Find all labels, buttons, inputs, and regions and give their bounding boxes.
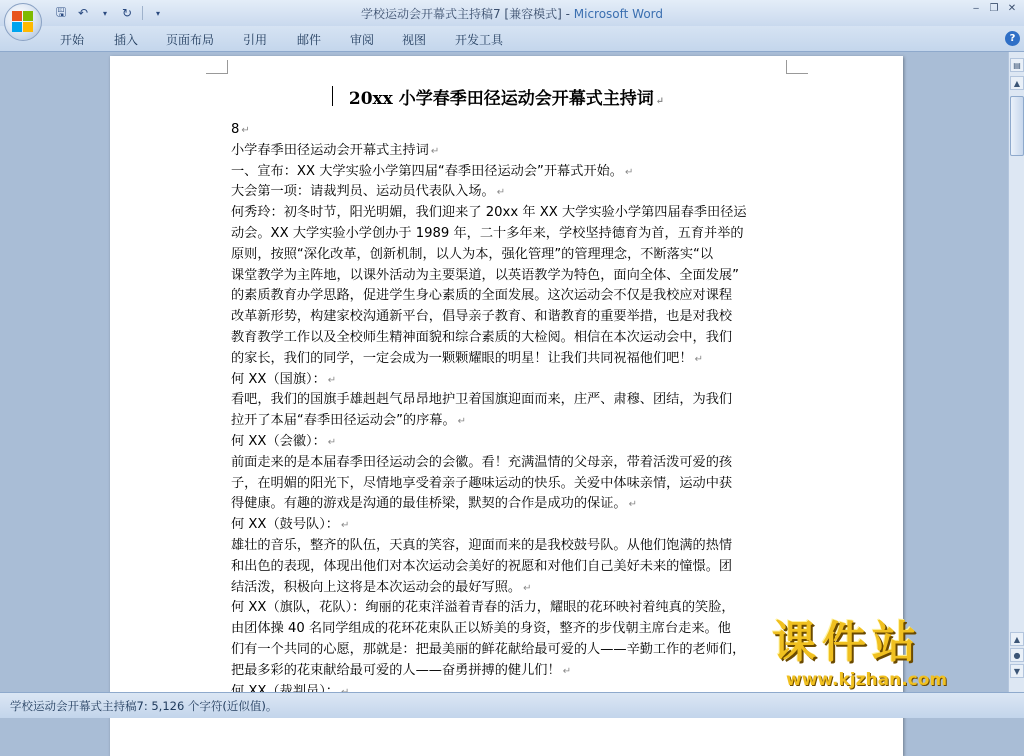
vertical-scrollbar[interactable] [1008,52,1024,692]
help-icon[interactable]: ? [1005,31,1020,46]
restore-icon[interactable]: ❐ [989,3,999,14]
title-bar [0,0,1024,26]
document-line: 何 XX（鼓号队）： ↵ [231,517,350,533]
document-area [0,52,1008,692]
tab-review[interactable]: 审阅 [350,33,375,47]
tab-page-layout[interactable]: 页面布局 [166,33,215,47]
paragraph-mark-icon: ↵ [624,166,634,178]
next-page-icon[interactable]: ▼ [1010,664,1024,678]
tab-developer[interactable]: 开发工具 [455,33,504,47]
redo-icon[interactable]: ↻ [121,6,133,20]
document-body[interactable] [231,120,789,702]
document-line: 大会第一项：请裁判员、运动员代表队入场。 ↵ [231,184,506,200]
document-line: 原则，按照“深化改革，创新机制，以人为本，强化管理”的管理理念，不断落实“以 [231,246,714,262]
margin-mark [206,60,228,74]
office-logo-icon [12,11,34,33]
word-count-status[interactable]: 学校运动会开幕式主持稿7: 5,126 个字符(近似值)。 [10,699,278,713]
tab-home[interactable]: 开始 [60,33,85,47]
paragraph-mark-icon: ↵ [340,520,350,532]
tab-view[interactable]: 视图 [402,33,427,47]
paragraph-mark-icon: ↵ [457,416,467,428]
undo-icon[interactable]: ↶ [77,6,89,20]
document-line: 改革新形势，构建家校沟通新平台，倡导亲子教育、和谐教育的重要举措，也是对我校 [231,309,733,325]
document-line: 动会。XX 大学实验小学创办于 1989 年，二十多年来，学校坚持德育为首，五育并举的 [231,225,744,241]
customize-qat-icon[interactable]: ▾ [155,8,160,18]
paragraph-mark-icon: ↵ [241,125,250,136]
paragraph-mark-icon: ↵ [523,582,532,594]
tab-references[interactable]: 引用 [243,33,268,47]
document-line: 们有一个共同的心愿，那就是：把最美丽的鲜花献给最可爱的人——辛勤工作的老师们， [231,641,746,657]
ribbon-tabs [0,26,1024,52]
document-line: 教育教学工作以及全校师生精神面貌和综合素质的大检阅。相信在本次运动会中，我们 [231,329,733,345]
tab-mailings[interactable]: 邮件 [297,33,322,47]
watermark [772,618,1022,692]
document-line: 8 ↵ [231,122,250,137]
document-line: 和出色的表现，体现出他们对本次运动会美好的祝愿和对他们自己美好未来的憧憬。团 [231,558,733,574]
document-line: 雄壮的音乐，整齐的队伍，天真的笑容，迎面而来的是我校鼓号队。从他们饱满的热情 [231,537,733,553]
document-line: 的家长，我们的同学，一定会成为一颗颗耀眼的明星！让我们共同祝福他们吧！ ↵ [231,350,703,366]
paragraph-mark-icon: ↵ [562,665,572,677]
status-bar [0,692,1024,718]
tab-insert[interactable]: 插入 [114,33,139,47]
document-line: 一、宣布：XX 大学实验小学第四届“春季田径运动会”开幕式开始。 ↵ [231,163,634,179]
document-line: 何 XX（旗队，花队）：绚丽的花束洋溢着青春的活力，耀眼的花环映衬着纯真的笑脸， [231,600,735,616]
watermark-url: www.kjzhan.com [786,670,948,690]
document-line: 的素质教育办学思路，促进学生身心素质的全面发展。这次运动会不仅是我校应对课程 [231,288,733,304]
office-button[interactable] [4,3,42,41]
document-line: 何 XX（国旗）： ↵ [231,371,337,387]
document-line: 把最多彩的花束献给最可爱的人——奋勇拼搏的健儿们！ ↵ [231,662,572,678]
undo-dropdown-icon[interactable]: ▾ [102,8,107,18]
document-line: 何秀玲：初冬时节，阳光明媚，我们迎来了 20xx 年 XX 大学实验小学第四届春季田径运 [231,205,747,221]
scroll-up-icon[interactable]: ▲ [1010,76,1024,90]
document-line: 得健康。有趣的游戏是沟通的最佳桥梁，默契的合作是成功的保证。 ↵ [231,496,638,512]
view-ruler-icon[interactable]: ▤ [1010,58,1024,72]
document-line: 课堂教学为主阵地，以课外活动为主要渠道，以英语教学为特色，面向全体、全面发展” [231,267,739,283]
paragraph-mark-icon: ↵ [694,353,703,365]
prev-page-icon[interactable]: ▲ [1010,632,1024,646]
document-line: 子，在明媚的阳光下，尽情地享受着亲子趣味运动的快乐。关爱中体味亲情，运动中获 [231,475,733,491]
document-title[interactable]: 20xx 小学春季田径运动会开幕式主持词 ↵ [348,89,665,109]
paragraph-mark-icon: ↵ [327,436,337,448]
scroll-thumb[interactable] [1010,96,1024,156]
paragraph-mark-icon: ↵ [628,499,638,511]
watermark-title: 课件站 [772,617,922,668]
window-title: 学校运动会开幕式主持稿7 [兼容模式] - Microsoft Word [360,7,664,21]
save-icon[interactable]: 🖫 [55,4,67,19]
document-line: 结活泼，积极向上这将是本次运动会的最好写照。 ↵ [231,579,532,595]
document-line: 由团体操 40 名同学组成的花环花束队正以矫美的身资，整齐的步伐朝主席台走来。他 [231,621,731,637]
document-line: 前面走来的是本届春季田径运动会的会徽。看！充满温情的父母亲，带着活泼可爱的孩 [231,454,733,470]
paragraph-mark-icon: ↵ [496,187,506,199]
margin-mark [786,60,808,74]
paragraph-mark-icon: ↵ [327,374,337,386]
document-line: 看吧，我们的国旗手雄赳赳气昂昂地护卫着国旗迎面而来，庄严、肃穆、团结，为我们 [231,392,733,408]
window-controls [968,2,1020,16]
select-browse-object-icon[interactable]: ● [1010,648,1024,662]
paragraph-mark-icon: ↵ [430,145,440,157]
document-line: 何 XX（会徽）： ↵ [231,433,337,449]
document-line: 拉开了本届“春季田径运动会”的序幕。 ↵ [231,413,467,429]
close-icon[interactable]: ✕ [1007,3,1017,14]
document-line: 小学春季田径运动会开幕式主持词 ↵ [231,142,440,158]
minimize-icon[interactable]: ‒ [972,3,980,14]
